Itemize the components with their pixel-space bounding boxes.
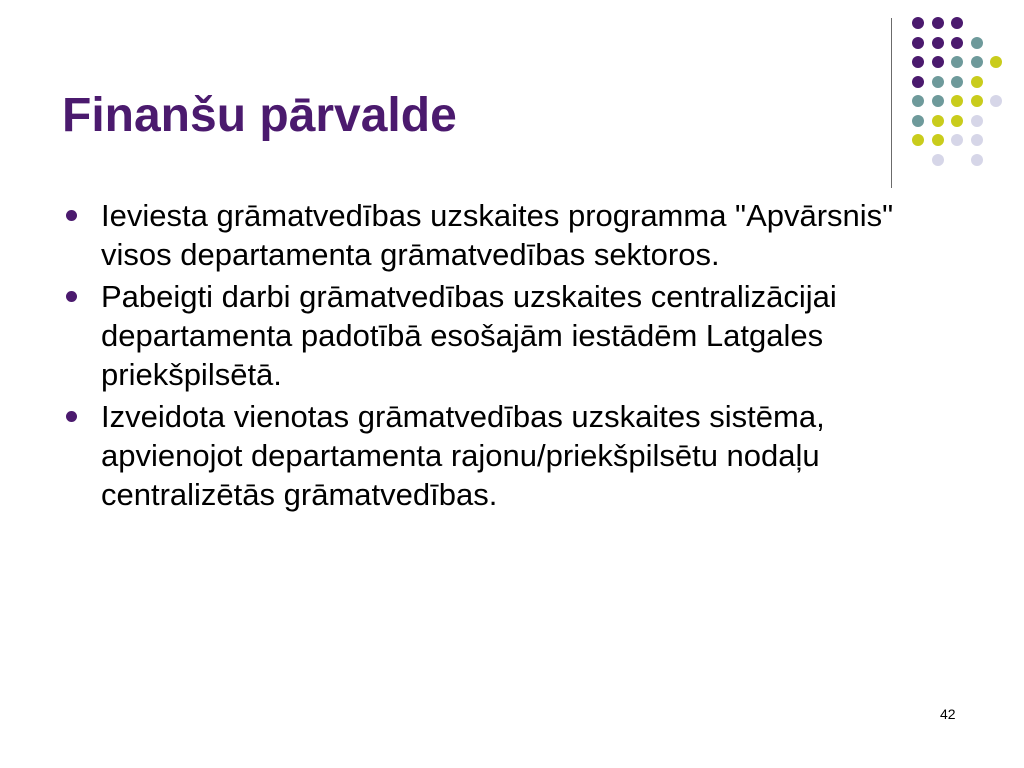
bullet-list: [60, 196, 960, 517]
decorative-dot: [990, 56, 1002, 68]
decorative-dot: [932, 134, 944, 146]
decorative-dot: [912, 134, 924, 146]
bullet-text: Pabeigti darbi grāmatvedības uzskaites centralizācijai departamenta padotībā esošajām iestādēm Latgales priekšpilsētā.: [101, 279, 837, 392]
decorative-dot: [912, 37, 924, 49]
decorative-dot: [951, 95, 963, 107]
decorative-dot: [932, 56, 944, 68]
bullet-item: [60, 196, 960, 274]
decorative-dot: [951, 37, 963, 49]
decorative-dot: [971, 154, 983, 166]
decorative-dot: [932, 17, 944, 29]
decorative-dot: [951, 76, 963, 88]
title-divider-line: [891, 18, 892, 188]
decorative-dot: [932, 95, 944, 107]
bullet-text: Ieviesta grāmatvedības uzskaites programma "Apvārsnis" visos departamenta grāmatvedības sektoros.: [101, 198, 894, 272]
decorative-dot: [932, 154, 944, 166]
decorative-dot: [912, 95, 924, 107]
decorative-dot: [912, 56, 924, 68]
decorative-dot: [912, 76, 924, 88]
bullet-text: Izveidota vienotas grāmatvedības uzskaites sistēma, apvienojot departamenta rajonu/priekšpilsētu nodaļu centralizētās grāmatvedības.: [101, 399, 825, 512]
bullet-dot-icon: [66, 210, 77, 221]
bullet-dot-icon: [66, 411, 77, 422]
bullet-item: [60, 277, 960, 394]
decorative-dot: [912, 17, 924, 29]
page-number: 42: [940, 706, 956, 722]
bullet-dot-icon: [66, 291, 77, 302]
decorative-dot: [951, 17, 963, 29]
decorative-dot: [971, 76, 983, 88]
decorative-dot: [971, 95, 983, 107]
decorative-dot: [932, 76, 944, 88]
decorative-dot: [951, 115, 963, 127]
decorative-dot: [971, 134, 983, 146]
decorative-dot: [932, 37, 944, 49]
bullet-item: [60, 397, 960, 514]
decorative-dot: [990, 95, 1002, 107]
decorative-dot: [971, 56, 983, 68]
slide-title: Finanšu pārvalde: [62, 89, 457, 142]
decorative-dot: [951, 134, 963, 146]
decorative-dot: [971, 37, 983, 49]
decorative-dot: [932, 115, 944, 127]
decorative-dot: [971, 115, 983, 127]
decorative-dot: [912, 115, 924, 127]
decorative-dot: [951, 56, 963, 68]
